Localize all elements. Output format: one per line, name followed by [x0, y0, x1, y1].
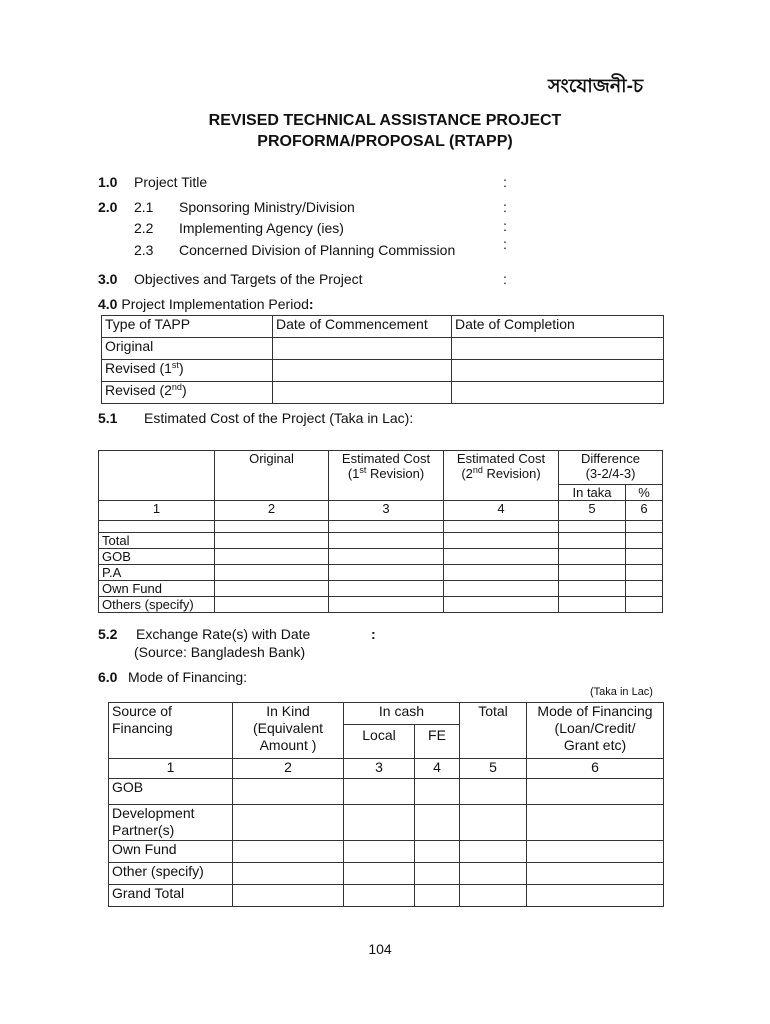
s1-label: Project Title: [134, 174, 208, 190]
t5-header-difference: Difference (3-2/4-3): [559, 451, 663, 485]
s5-label: Estimated Cost of the Project (Taka in Lac):: [144, 410, 414, 426]
s4-label: Project Implementation Period: [121, 296, 309, 312]
t4-row-original: Original: [102, 338, 273, 360]
s2-2-colon: :: [503, 218, 507, 234]
t4-header-type: Type of TAPP: [102, 316, 273, 338]
t5-num-1: 1: [99, 501, 215, 521]
t5-header-in-taka: In taka: [559, 485, 626, 501]
t4-cell: [273, 382, 452, 404]
t5-header-blank: [99, 451, 215, 501]
annex-label: সংযোজনী-চ: [548, 76, 644, 97]
t5-row-gob: GOB: [99, 549, 215, 565]
s52-label: Exchange Rate(s) with Date: [136, 626, 311, 642]
s1-number: 1.0: [98, 174, 118, 190]
t5-header-rev1: Estimated Cost (1st Revision): [329, 451, 444, 501]
s3-colon: :: [503, 271, 507, 287]
t6-row-gob: GOB: [109, 779, 233, 805]
s3-number: 3.0: [98, 271, 118, 287]
t6-header-fe: FE: [415, 725, 460, 759]
t4-header-commencement: Date of Commencement: [273, 316, 452, 338]
s1-colon: :: [503, 174, 507, 190]
t4-cell: [452, 338, 664, 360]
t6-header-source: Source of Financing: [109, 703, 233, 759]
title-line-2: PROFORMA/PROPOSAL (RTAPP): [257, 133, 513, 150]
t6-header-mode: Mode of Financing (Loan/Credit/ Grant etc): [527, 703, 664, 759]
title-line-1: REVISED TECHNICAL ASSISTANCE PROJECT: [208, 112, 562, 129]
t4-row-revised-2: Revised (2nd): [102, 382, 273, 404]
t5-row-others: Others (specify): [99, 597, 215, 613]
t5-header-original: Original: [215, 451, 329, 501]
s2-3-colon: :: [503, 236, 507, 252]
t5-num-4: 4: [444, 501, 559, 521]
t5-num-2: 2: [215, 501, 329, 521]
s2-2-label: Implementing Agency (ies): [179, 220, 344, 236]
s4-heading: [98, 296, 314, 312]
s52-source: (Source: Bangladesh Bank): [134, 644, 306, 660]
t6-row-development-partners: Development Partner(s): [109, 805, 233, 841]
s2-2-number: 2.2: [134, 220, 154, 236]
s2-3-number: 2.3: [134, 242, 154, 258]
s2-1-label: Sponsoring Ministry/Division: [179, 199, 355, 215]
s2-1-colon: :: [503, 199, 507, 215]
t5-header-rev2: Estimated Cost (2nd Revision): [444, 451, 559, 501]
s4-number: 4.0: [98, 296, 118, 312]
t4-cell: [452, 360, 664, 382]
t5-row-total: Total: [99, 533, 215, 549]
t5-num-5: 5: [559, 501, 626, 521]
t6-row-own-fund: Own Fund: [109, 841, 233, 863]
t5-header-percent: %: [626, 485, 663, 501]
mode-of-financing-table: [108, 702, 664, 907]
s5-number: 5.1: [98, 410, 118, 426]
s6-number: 6.0: [98, 669, 118, 685]
t4-cell: [452, 382, 664, 404]
t4-cell: [273, 360, 452, 382]
implementation-period-table: [101, 315, 664, 404]
t5-num-3: 3: [329, 501, 444, 521]
t6-row-other: Other (specify): [109, 863, 233, 885]
estimated-cost-table: [98, 450, 663, 613]
t6-num-4: 4: [415, 759, 460, 779]
s6-label: Mode of Financing:: [128, 669, 248, 685]
s2-number: 2.0: [98, 199, 118, 215]
t6-num-2: 2: [233, 759, 344, 779]
t5-row-pa: P.A: [99, 565, 215, 581]
s52-colon: :: [371, 626, 376, 642]
t6-header-total: Total: [460, 703, 527, 759]
t4-cell: [273, 338, 452, 360]
t5-num-6: 6: [626, 501, 663, 521]
t6-num-6: 6: [527, 759, 664, 779]
t6-row-grand-total: Grand Total: [109, 885, 233, 907]
page-number: 104: [368, 941, 392, 957]
t6-num-3: 3: [344, 759, 415, 779]
t5-row-own-fund: Own Fund: [99, 581, 215, 597]
t6-header-local: Local: [344, 725, 415, 759]
s2-3-label: Concerned Division of Planning Commission: [179, 242, 456, 258]
s4-colon: :: [308, 296, 314, 312]
t6-num-5: 5: [460, 759, 527, 779]
s2-1-number: 2.1: [134, 199, 154, 215]
s3-label: Objectives and Targets of the Project: [134, 271, 363, 287]
t4-row-revised-1: Revised (1st): [102, 360, 273, 382]
s6-unit: (Taka in Lac): [590, 686, 653, 698]
t6-num-1: 1: [109, 759, 233, 779]
s52-number: 5.2: [98, 626, 118, 642]
t6-header-in-kind: In Kind (Equivalent Amount ): [233, 703, 344, 759]
t6-header-in-cash: In cash: [344, 703, 460, 725]
t5-spacer: [99, 521, 215, 533]
t4-header-completion: Date of Completion: [452, 316, 664, 338]
